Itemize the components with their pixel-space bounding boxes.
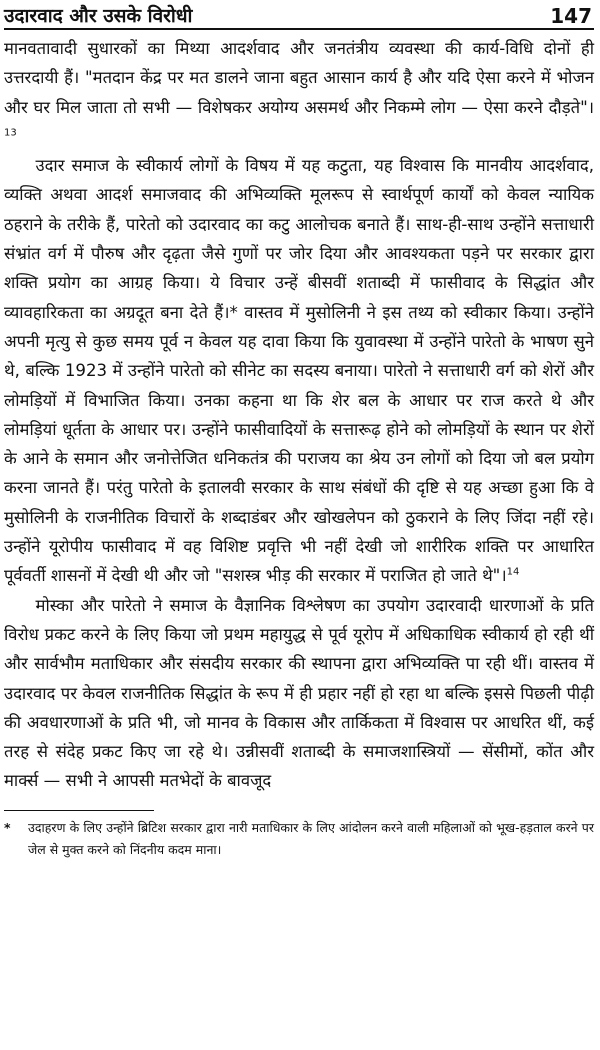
paragraph-continued	[4, 34, 594, 151]
paragraph-text: मोस्का और पारेतो ने समाज के वैज्ञानिक विश्लेषण का उपयोग उदारवादी धारणाओं के प्रति विरोध प्रकट करने के लिए किया जो प्रथम महायुद्ध से पूर्व यूरोप में अधिकाधिक स्वीकार्य हो रही थीं और सार्वभौम मताधिकार और संसदीय सरकार की स्थापना द्वारा अभिव्यक्ति पा रही थीं। वास्तव में उदारवाद पर केवल राजनीतिक सिद्धांत के रूप में ही प्रहार नहीं हो रहा था बल्कि इससे पिछली पीढ़ी की अवधारणाओं के प्रति भी, जो मानव के विकास और तार्किकता में विश्वास पर आधरित थीं, कई तरह से संदेह प्रकट किए जा रहे थे। उन्नीसवीं शताब्दी के समाजशास्त्रियों — सेंसीमों, कोंत और मार्क्स — सभी ने आपसी मतभेदों के बावजूद	[4, 595, 594, 791]
paragraph-text: उदार समाज के स्वीकार्य लोगों के विषय में यह कटुता, यह विश्वास कि मानवीय आदर्शवाद, व्यक्ति अथवा आदर्श समाजवाद की अभिव्यक्ति मूलरूप से स्वार्थपूर्ण कार्यों को केवल न्यायिक ठहराने के तरीके हैं, पारेतो को उदारवाद का कटु आलोचक बनाते हैं। साथ-ही-साथ उन्होंने सत्ताधारी संभ्रांत वर्ग में पौरुष और दृढ़ता जैसे गुणों पर जोर दिया और आवश्यकता पड़ने पर सरकार द्वारा शक्ति प्रयोग का आग्रह किया। ये विचार उन्हें बीसवीं शताब्दी में फासीवाद के सिद्धांत और व्यावहारिकता का अग्रदूत बना देते हैं।* वास्तव में मुसोलिनी ने इस तथ्य को स्वीकार किया। उन्होंने अपनी मृत्यु से कुछ समय पूर्व न केवल यह दावा किया कि युवावस्था में उन्होंने पारेतो के भाषण सुने थे, बल्कि 1923 में उन्होंने पारेतो को सीनेट का सदस्य बनाया। पारेतो ने सत्ताधारी वर्ग को शेरों और लोमड़ियों में विभाजित किया। उनका कहना था कि शेर बल के आधार पर राज करते थे और लोमड़ियां धूर्तता के आधार पर। उन्होंने फासीवादियों के सत्तारूढ़ होने को लोमड़ियों के स्थान पर शेरों के आने के समान और जनोत्तेजित धनिकतंत्र की पराजय का श्रेय उन लोगों को दिया जो बल प्रयोग करना जानते हैं। परंतु पारेतो के इतालवी सरकार के साथ संबंधों की दृष्टि से यह अच्छा हुआ कि वे मुसोलिनी के राजनीतिक विचारों के शब्दाडंबर और खोखलेपन को ठुकराने के लिए जिंदा नहीं रहे। उन्होंने यूरोपीय फासीवाद में वह विशिष्ट प्रवृत्ति भी नहीं देखी जो शारीरिक शक्ति पर आधारित पूर्ववर्ती शासनों में देखी थी और जो "सशस्त्र भीड़ की सरकार में पराजित हो जाते थे"।	[4, 156, 594, 586]
note-reference: 13	[4, 127, 17, 139]
footnote-rule	[4, 810, 154, 811]
paragraph	[4, 591, 594, 796]
footnote-text: उदाहरण के लिए उन्होंने ब्रिटिश सरकार द्वारा नारी मताधिकार के लिए आंदोलन करने वाली महिलाओं को भूख-हड़ताल करने पर जेल से मुक्त करने को निंदनीय कदम माना।	[28, 819, 594, 857]
running-title: उदारवाद और उसके विरोधी	[4, 5, 193, 27]
footnote	[4, 817, 594, 861]
footnote-marker: *	[4, 819, 11, 835]
note-reference: 14	[506, 566, 520, 578]
running-header	[4, 0, 594, 30]
paragraph	[4, 151, 594, 590]
page-number: 147	[550, 4, 592, 28]
paragraph-text: मानवतावादी सुधारकों का मिथ्या आदर्शवाद और जनतंत्रीय व्यवस्था की कार्य-विधि दोनों ही उत्तरदायी हैं। "मतदान केंद्र पर मत डालने जाना बहुत आसान कार्य है और यदि ऐसा करने में भोजन और घर मिल जाता तो सभी — विशेषकर अयोग्य असमर्थ और निकम्मे लोग — ऐसा करने दौड़ते"।	[4, 39, 594, 117]
body-text	[4, 34, 594, 796]
